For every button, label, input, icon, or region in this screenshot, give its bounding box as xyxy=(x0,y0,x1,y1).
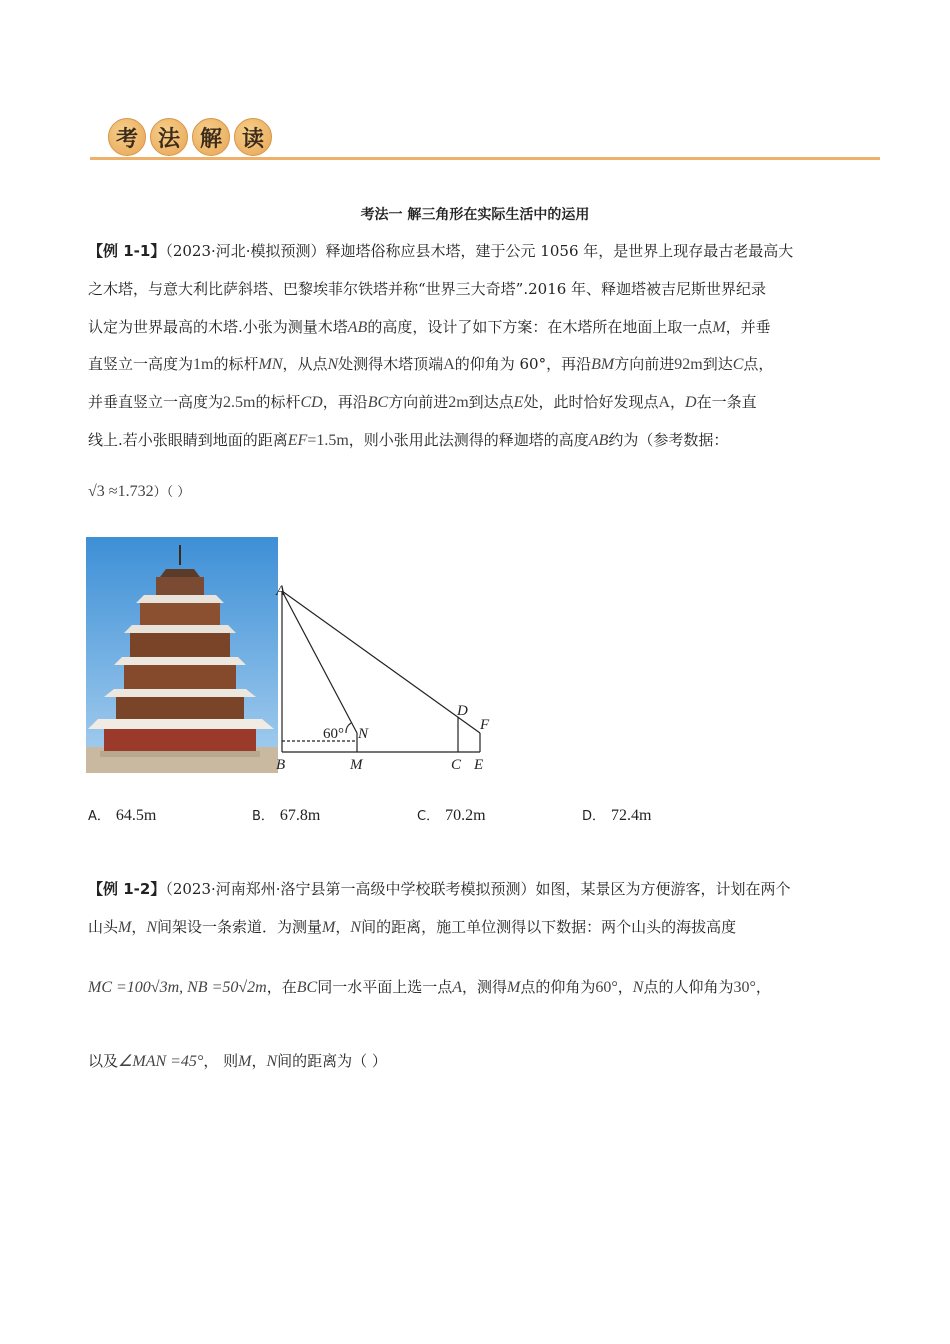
ex1-line-6 xyxy=(88,429,728,450)
text: 间架设一条索道．为测量 xyxy=(157,918,323,936)
text: ，则小张用此法测得的释迦塔的高度 xyxy=(348,431,589,449)
option-d[interactable] xyxy=(582,805,651,825)
text: 方向前进 xyxy=(388,393,449,411)
text: 约为（参考数据： xyxy=(608,431,729,449)
math: MC =100√3m, NB =50√2m xyxy=(88,979,267,996)
text: 方向前进 xyxy=(614,355,675,373)
section-title: 考法一 解三角形在实际生活中的运用 xyxy=(360,207,590,223)
option-value: 70.2m xyxy=(445,807,486,824)
label-E: E xyxy=(474,757,484,773)
math: √3 ≈1.732 xyxy=(88,483,154,500)
label-C: C xyxy=(451,757,462,773)
angle-arc xyxy=(346,723,351,733)
text: 的高度，设计了如下方案：在木塔所在地面上取一点 xyxy=(367,318,713,336)
math: M xyxy=(238,1053,252,1070)
option-label: C． xyxy=(417,809,440,824)
text: 并垂直竖立一高度为 xyxy=(88,393,224,411)
math: M xyxy=(118,919,132,936)
ex1-line-2 xyxy=(88,278,766,299)
ex1-line-4 xyxy=(88,353,773,374)
banner-char: 法 xyxy=(150,118,188,156)
text: 在一条直 xyxy=(696,393,757,411)
math: D xyxy=(685,394,697,411)
text: 间的距离为（ ） xyxy=(277,1052,387,1070)
math: M xyxy=(712,319,726,336)
banner-char: 解 xyxy=(192,118,230,156)
text: ， xyxy=(670,393,686,411)
ex2-tag: 【例 1-2】 xyxy=(88,880,166,898)
ex1-line-3 xyxy=(88,316,771,337)
label-B: B xyxy=(276,757,286,773)
math: 60° xyxy=(595,979,618,996)
text: 直竖立一高度为 xyxy=(88,355,194,373)
math: N xyxy=(146,919,158,936)
text: ，在 xyxy=(266,978,297,996)
text: 同一水平面上选一点 xyxy=(317,978,453,996)
math: AB xyxy=(347,319,368,336)
text: ， xyxy=(251,1052,267,1070)
text: ， xyxy=(617,978,633,996)
math: BC xyxy=(367,394,389,411)
math: EF xyxy=(287,432,308,449)
option-label: D． xyxy=(582,809,606,824)
math: 2.5m xyxy=(223,394,256,411)
segment-AN xyxy=(282,591,357,733)
label-F: F xyxy=(480,717,490,733)
math: CD xyxy=(300,394,323,411)
text: ，并垂 xyxy=(725,318,771,336)
ex2-line-3 xyxy=(88,976,771,997)
pagoda-photo xyxy=(86,537,278,773)
math: 92m xyxy=(674,356,703,373)
text: 处，此时恰好发现点 xyxy=(523,393,659,411)
text: 点的人仰角为 xyxy=(643,978,734,996)
option-value: 67.8m xyxy=(279,807,321,824)
ex1-line-7 xyxy=(88,481,190,501)
text: ， xyxy=(335,918,351,936)
label-D: D xyxy=(457,703,468,719)
math: BM xyxy=(591,356,615,373)
text: （2023·河南郑州·洛宁县第一高级中学校联考模拟预测）如图，某景区为方便游客，计划在两个 xyxy=(165,880,791,898)
ex2-line-4 xyxy=(88,1050,387,1071)
banner-char: 考 xyxy=(108,118,146,156)
ex1-line-1 xyxy=(88,240,793,261)
ex2-line-2 xyxy=(88,916,736,937)
math: A xyxy=(443,356,455,373)
math: 30° xyxy=(733,979,756,996)
math: C xyxy=(732,356,744,373)
text: 的标杆 xyxy=(255,393,301,411)
text: ）（ ） xyxy=(153,485,191,500)
banner-char: 读 xyxy=(234,118,272,156)
text: ， xyxy=(131,918,147,936)
math: N xyxy=(266,1053,278,1070)
text: 山头 xyxy=(88,918,119,936)
angle-label: 60° xyxy=(323,726,344,742)
math: N xyxy=(632,979,644,996)
math: MN xyxy=(258,356,283,373)
text: 之木塔，与意大利比萨斜塔、巴黎埃菲尔铁塔并称“世界三大奇塔”.2016 年、释迦塔被吉尼斯世界纪录 xyxy=(88,280,767,298)
math: 2m xyxy=(448,394,469,411)
math: AB xyxy=(588,432,609,449)
option-b[interactable] xyxy=(252,805,320,825)
text: 的标杆 xyxy=(213,355,259,373)
section-banner xyxy=(108,118,272,156)
text: （2023·河北·模拟预测）释迦塔俗称应县木塔，建于公元 1056 年，是世界上现存最古老最高大 xyxy=(165,242,794,260)
option-a[interactable] xyxy=(88,805,156,825)
text: 线上.若小张眼睛到地面的距离 xyxy=(88,431,288,449)
option-value: 64.5m xyxy=(115,807,157,824)
text: ， xyxy=(755,978,771,996)
label-M: M xyxy=(350,757,363,773)
math: 1m xyxy=(193,356,214,373)
text: 处测得木塔顶端 xyxy=(338,355,444,373)
segment-AF xyxy=(282,591,480,733)
text: ，从点 xyxy=(282,355,328,373)
math: A xyxy=(452,979,462,996)
text: 以及 xyxy=(88,1052,119,1070)
math: BC xyxy=(296,979,318,996)
geometry-diagram xyxy=(270,575,500,775)
text: ，再沿 xyxy=(322,393,368,411)
math: E xyxy=(513,394,524,411)
math: N xyxy=(327,356,339,373)
label-N: N xyxy=(358,726,369,742)
option-label: B． xyxy=(252,809,274,824)
label-A: A xyxy=(276,583,286,599)
option-value: 72.4m xyxy=(611,807,652,824)
text: 的仰角为 60°，再沿 xyxy=(454,355,592,373)
ex1-tag: 【例 1-1】 xyxy=(88,242,166,260)
text: ，测得 xyxy=(461,978,507,996)
option-c[interactable] xyxy=(417,805,486,825)
text: 到达 xyxy=(702,355,733,373)
text: 认定为世界最高的木塔.小张为测量木塔 xyxy=(88,318,348,336)
text: 点的仰角为 xyxy=(520,978,596,996)
text: 点， xyxy=(743,355,774,373)
ex2-line-1 xyxy=(88,878,791,899)
text: ， 则 xyxy=(203,1052,239,1070)
math: ∠MAN =45° xyxy=(118,1053,204,1070)
math: M xyxy=(507,979,521,996)
text: 间的距离，施工单位测得以下数据：两个山头的海拔高度 xyxy=(361,918,737,936)
math: M xyxy=(322,919,336,936)
ex1-line-5 xyxy=(88,391,757,412)
math: N xyxy=(350,919,362,936)
math: A xyxy=(658,394,671,411)
math: =1.5m xyxy=(307,432,349,449)
header-divider xyxy=(90,157,880,160)
text: 到达点 xyxy=(468,393,514,411)
option-label: A． xyxy=(88,809,110,824)
